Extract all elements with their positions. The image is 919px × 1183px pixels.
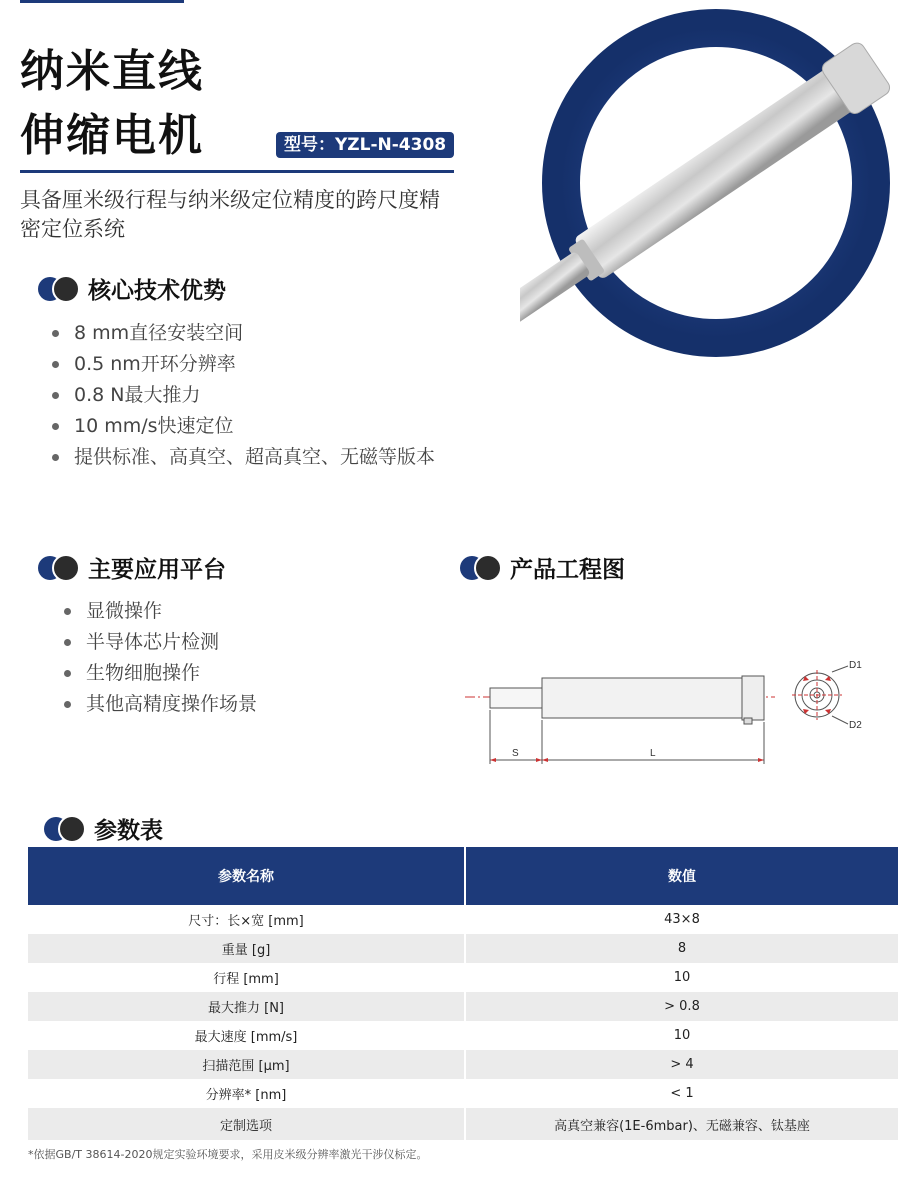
table-row [28,905,898,934]
drawing-cap [742,676,764,720]
core-section-title: 核心技术优势 [88,278,226,304]
section-dots-icon [38,277,78,301]
drawing-section-title: 产品工程图 [510,557,625,583]
list-item: 生物细胞操作 [60,658,257,689]
dim-label-d1: D1 [849,660,862,671]
list-item: 0.5 nm开环分辨率 [48,349,435,380]
table-row [28,963,898,992]
list-item: 提供标准、高真空、超高真空、无磁等版本 [48,442,435,473]
list-item: 10 mm/s快速定位 [48,411,435,442]
section-dots-icon [38,556,78,580]
list-item: 0.8 N最大推力 [48,380,435,411]
title-underline [20,170,454,173]
motor-shaft [520,251,591,339]
param-value: 高真空兼容(1E-6mbar)、无磁兼容、钛基座 [465,1108,898,1140]
title-line-2: 伸缩电机 [20,110,204,161]
param-name: 最大速度 [mm/s] [28,1021,465,1050]
param-value: > 4 [465,1050,898,1079]
param-name: 重量 [g] [28,934,465,963]
list-item: 半导体芯片检测 [60,627,257,658]
page-title [20,40,204,168]
drawing-section-header [460,551,625,584]
param-value: < 1 [465,1079,898,1108]
footnote: *依据GB/T 38614-2020规定实验环境要求，采用皮米级分辨率激光干涉仪标定。 [28,1148,428,1161]
params-section-header [44,812,163,845]
param-name: 最大推力 [N] [28,992,465,1021]
table-row [28,992,898,1021]
param-value: > 0.8 [465,992,898,1021]
dim-label-d2: D2 [849,720,862,731]
section-dots-icon [44,817,84,841]
core-list [48,318,435,473]
product-hero-image [520,0,919,370]
motor-body [573,54,875,280]
header-param-name: 参数名称 [28,847,465,905]
table-row [28,1108,898,1140]
param-value: 43×8 [465,905,898,934]
section-dots-icon [460,556,500,580]
table-row [28,934,898,963]
drawing-shaft [490,688,542,708]
param-name: 扫描范围 [μm] [28,1050,465,1079]
dim-label-s: S [512,748,519,759]
table-header-row [28,847,898,905]
subtitle: 具备厘米级行程与纳米级定位精度的跨尺度精密定位系统 [20,188,440,241]
param-name: 尺寸：长×宽 [mm] [28,905,465,934]
header-value: 数值 [465,847,898,905]
model-badge: 型号：YZL-N-4308 [276,132,454,158]
param-name: 行程 [mm] [28,963,465,992]
table-row [28,1079,898,1108]
params-section-title: 参数表 [94,818,163,844]
title-line-1: 纳米直线 [20,46,204,97]
app-list [60,596,257,720]
param-value: 10 [465,1021,898,1050]
dim-label-l: L [650,748,656,759]
param-name: 定制选项 [28,1108,465,1140]
app-section-header [38,551,226,584]
list-item: 其他高精度操作场景 [60,689,257,720]
params-table [28,847,898,1140]
table-row [28,1050,898,1079]
table-row [28,1021,898,1050]
param-name: 分辨率* [nm] [28,1079,465,1108]
list-item: 显微操作 [60,596,257,627]
app-section-title: 主要应用平台 [88,557,226,583]
list-item: 8 mm直径安装空间 [48,318,435,349]
drawing-body [542,678,742,718]
engineering-drawing [460,650,880,770]
core-section-header [38,272,226,305]
top-accent-bar [20,0,184,3]
param-value: 10 [465,963,898,992]
param-value: 8 [465,934,898,963]
